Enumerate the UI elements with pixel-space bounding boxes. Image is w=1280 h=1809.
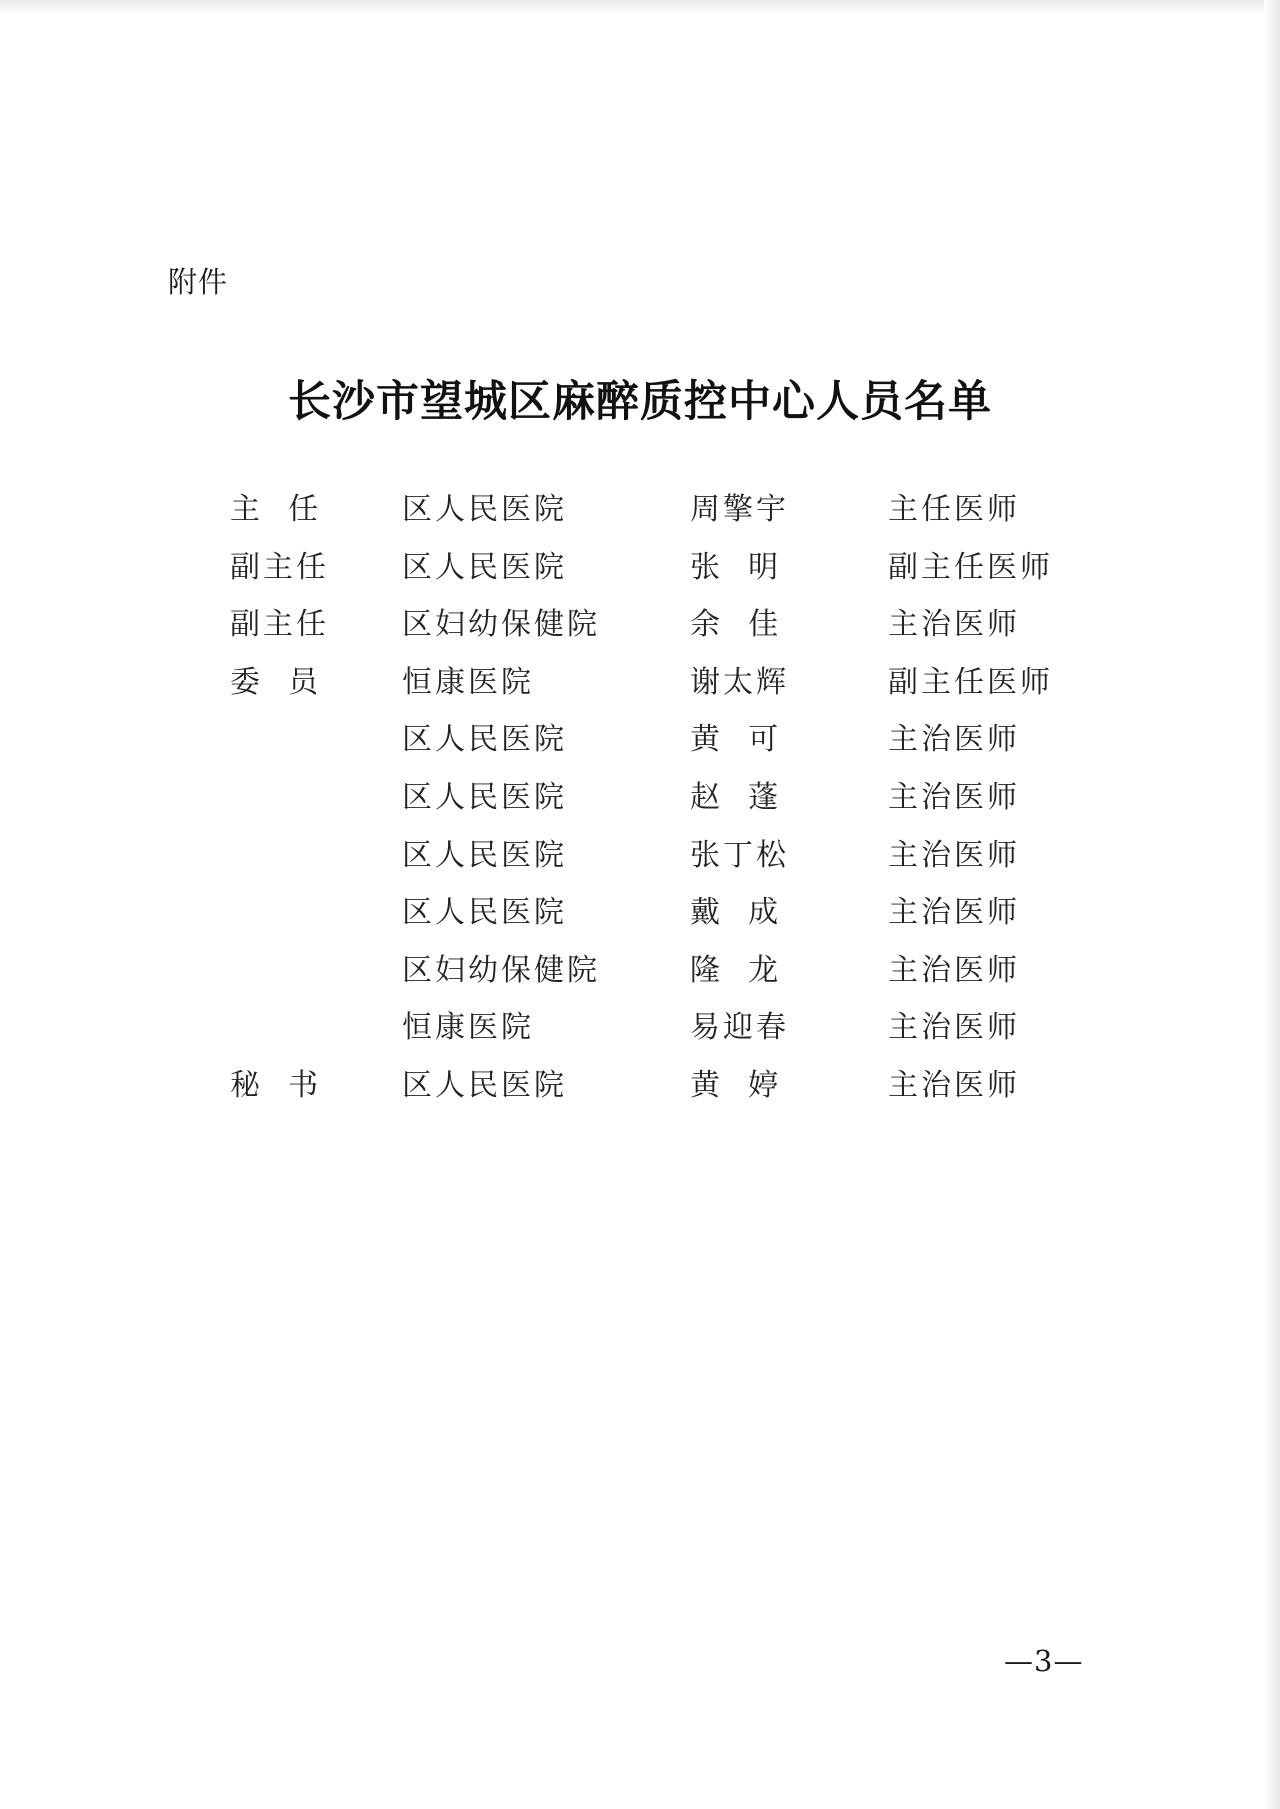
member-title: 主治医师 (888, 722, 1020, 758)
document-title: 长沙市望城区麻醉质控中心人员名单 (288, 377, 992, 427)
roster-row (0, 718, 1280, 776)
member-title: 副主任医师 (888, 664, 1053, 700)
member-unit: 恒康医院 (402, 664, 534, 700)
member-role: 副主任 (230, 549, 329, 585)
member-title: 主治医师 (888, 1010, 1020, 1046)
member-unit: 区人民医院 (402, 1067, 567, 1103)
attachment-label: 附件 (168, 265, 229, 299)
roster-row (0, 661, 1280, 719)
member-role: 主 任 (230, 492, 322, 527)
scan-top-edge (0, 0, 1280, 14)
member-name: 张丁松 (690, 837, 789, 873)
roster-row (0, 1064, 1280, 1122)
member-name: 易迎春 (690, 1010, 789, 1046)
member-name: 张 明 (690, 549, 782, 585)
roster-row (0, 603, 1280, 661)
member-name: 黄 可 (690, 722, 782, 758)
member-unit: 区人民医院 (402, 549, 567, 585)
member-title: 主治医师 (888, 779, 1020, 815)
member-title: 主任医师 (888, 492, 1020, 527)
page-number: —3— (1004, 1644, 1084, 1678)
member-name: 黄 婷 (690, 1067, 782, 1103)
member-unit: 区人民医院 (402, 895, 567, 931)
member-name: 余 佳 (690, 607, 782, 643)
roster-row (0, 776, 1280, 834)
member-unit: 区妇幼保健院 (402, 952, 600, 988)
member-title: 主治医师 (888, 895, 1020, 931)
member-role: 委 员 (230, 664, 322, 700)
member-title: 主治医师 (888, 952, 1020, 988)
roster-row (0, 546, 1280, 604)
roster-row (0, 1006, 1280, 1064)
member-role: 副主任 (230, 607, 329, 643)
roster-row (0, 891, 1280, 949)
member-role: 秘 书 (230, 1067, 322, 1103)
member-name: 戴 成 (690, 895, 782, 931)
member-title: 主治医师 (888, 1067, 1020, 1103)
roster-row (0, 488, 1280, 546)
member-name: 隆 龙 (690, 952, 782, 988)
member-unit: 区妇幼保健院 (402, 607, 600, 643)
member-unit: 区人民医院 (402, 779, 567, 815)
member-name: 赵 蓬 (690, 779, 782, 815)
member-name: 周擎宇 (690, 492, 789, 527)
member-unit: 区人民医院 (402, 492, 567, 527)
member-title: 主治医师 (888, 837, 1020, 873)
member-unit: 恒康医院 (402, 1010, 534, 1046)
roster-row (0, 949, 1280, 1007)
roster-row (0, 834, 1280, 892)
member-title: 副主任医师 (888, 549, 1053, 585)
member-title: 主治医师 (888, 607, 1020, 643)
member-name: 谢太辉 (690, 664, 789, 700)
member-roster (0, 488, 1280, 1122)
member-unit: 区人民医院 (402, 722, 567, 758)
member-unit: 区人民医院 (402, 837, 567, 873)
